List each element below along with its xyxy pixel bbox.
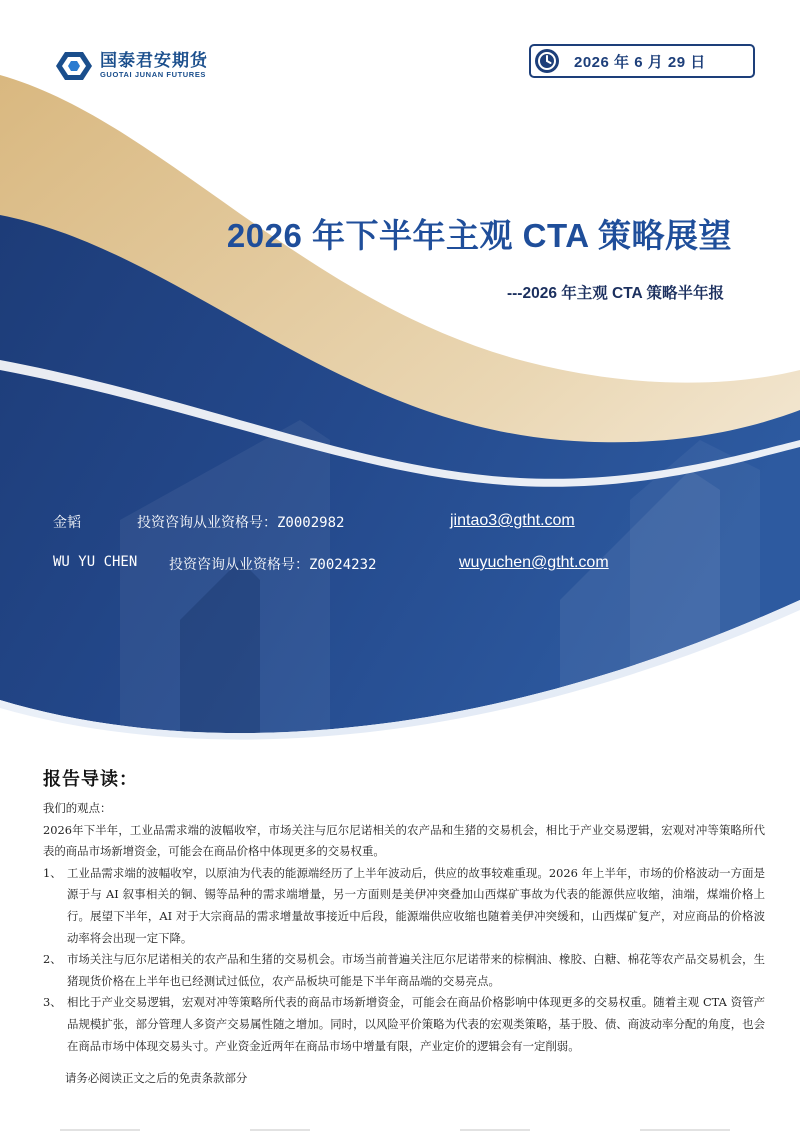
- author-email-link[interactable]: jintao3@gtht.com: [450, 512, 575, 529]
- author-row: [53, 512, 575, 532]
- disclaimer-note: 请务必阅读正文之后的免责条款部分: [65, 1071, 248, 1086]
- guide-point: [43, 863, 765, 949]
- author-email-link[interactable]: wuyuchen@gtht.com: [459, 554, 609, 571]
- point-text: 相比于产业交易逻辑，宏观对冲等策略所代表的商品市场新增资金，可能会在商品价格影响中体现更多的交易权重。随着主观 CTA 资管产品规模扩张，部分管理人多资产交易属性随之增加。同时，以风险平价策略为代表的宏观类策略，基于股、债、商波动率分配的角度，也会在商品市场中体现交易头寸。产业资金近两年在商品市场中增量有限，产业定价的逻辑会有一定削弱。: [67, 995, 765, 1053]
- author-name: 金韬: [53, 515, 81, 531]
- point-text: 工业品需求端的波幅收窄，以原油为代表的能源端经历了上半年波动后，供应的故事较难重现。2026 年上半年，市场的价格波动一方面是源于与 AI 叙事相关的铜、锡等品种的需求端增量，另一方面则是美伊冲突叠加山西煤矿事故为代表的能源供应收缩，油端，煤端价格上行。展望下半年，AI 对于大宗商品的需求增量故事接近中后段，能源端供应收缩也随着美伊冲突缓和，山西煤矿复产，对应商品的价格波动率将会出现一定下降。: [67, 865, 765, 945]
- guide-point: [43, 992, 765, 1057]
- report-date: 2026 年 6 月 29 日: [574, 53, 706, 71]
- point-number: 1、: [43, 865, 62, 880]
- guide-point: [43, 949, 765, 992]
- logo-mark-icon: [56, 50, 92, 82]
- point-number: 2、: [43, 952, 62, 967]
- footer-decoration: [0, 1126, 800, 1133]
- author-row: [53, 554, 609, 574]
- company-logo: [56, 50, 208, 82]
- date-badge: [529, 44, 755, 78]
- author-certificate: 投资咨询从业资格号：Z0024232: [169, 557, 377, 573]
- logo-name-en: GUOTAI JUNAN FUTURES: [100, 70, 207, 79]
- author-certificate: 投资咨询从业资格号：Z0002982: [137, 515, 345, 531]
- report-guide: [43, 798, 765, 1090]
- point-number: 3、: [43, 995, 62, 1010]
- report-title: 2026 年下半年主观 CTA 策略展望: [226, 217, 732, 254]
- point-text: 市场关注与厄尔尼诺相关的农产品和生猪的交易机会。市场当前普遍关注厄尔尼诺带来的棕榈油、橡胶、白糖、棉花等农产品交易机会，生猪现货价格在上半年也已经测试过低位，农产品板块可能是下半年商品端的交易亮点。: [67, 952, 765, 988]
- guide-heading: 报告导读：: [43, 769, 138, 790]
- guide-intro: 我们的观点：: [43, 801, 112, 815]
- report-subtitle: ---2026 年主观 CTA 策略半年报: [506, 285, 724, 302]
- clock-icon: [534, 48, 560, 74]
- guide-summary: 2026年下半年，工业品需求端的波幅收窄，市场关注与厄尔尼诺相关的农产品和生猪的交易机会，相比于产业交易逻辑，宏观对冲等策略所代表的商品市场新增资金，可能会在商品价格中体现更多的交易权重。: [43, 822, 765, 859]
- logo-name-cn: 国泰君安期货: [100, 51, 208, 71]
- author-name: WU YU CHEN: [53, 554, 138, 570]
